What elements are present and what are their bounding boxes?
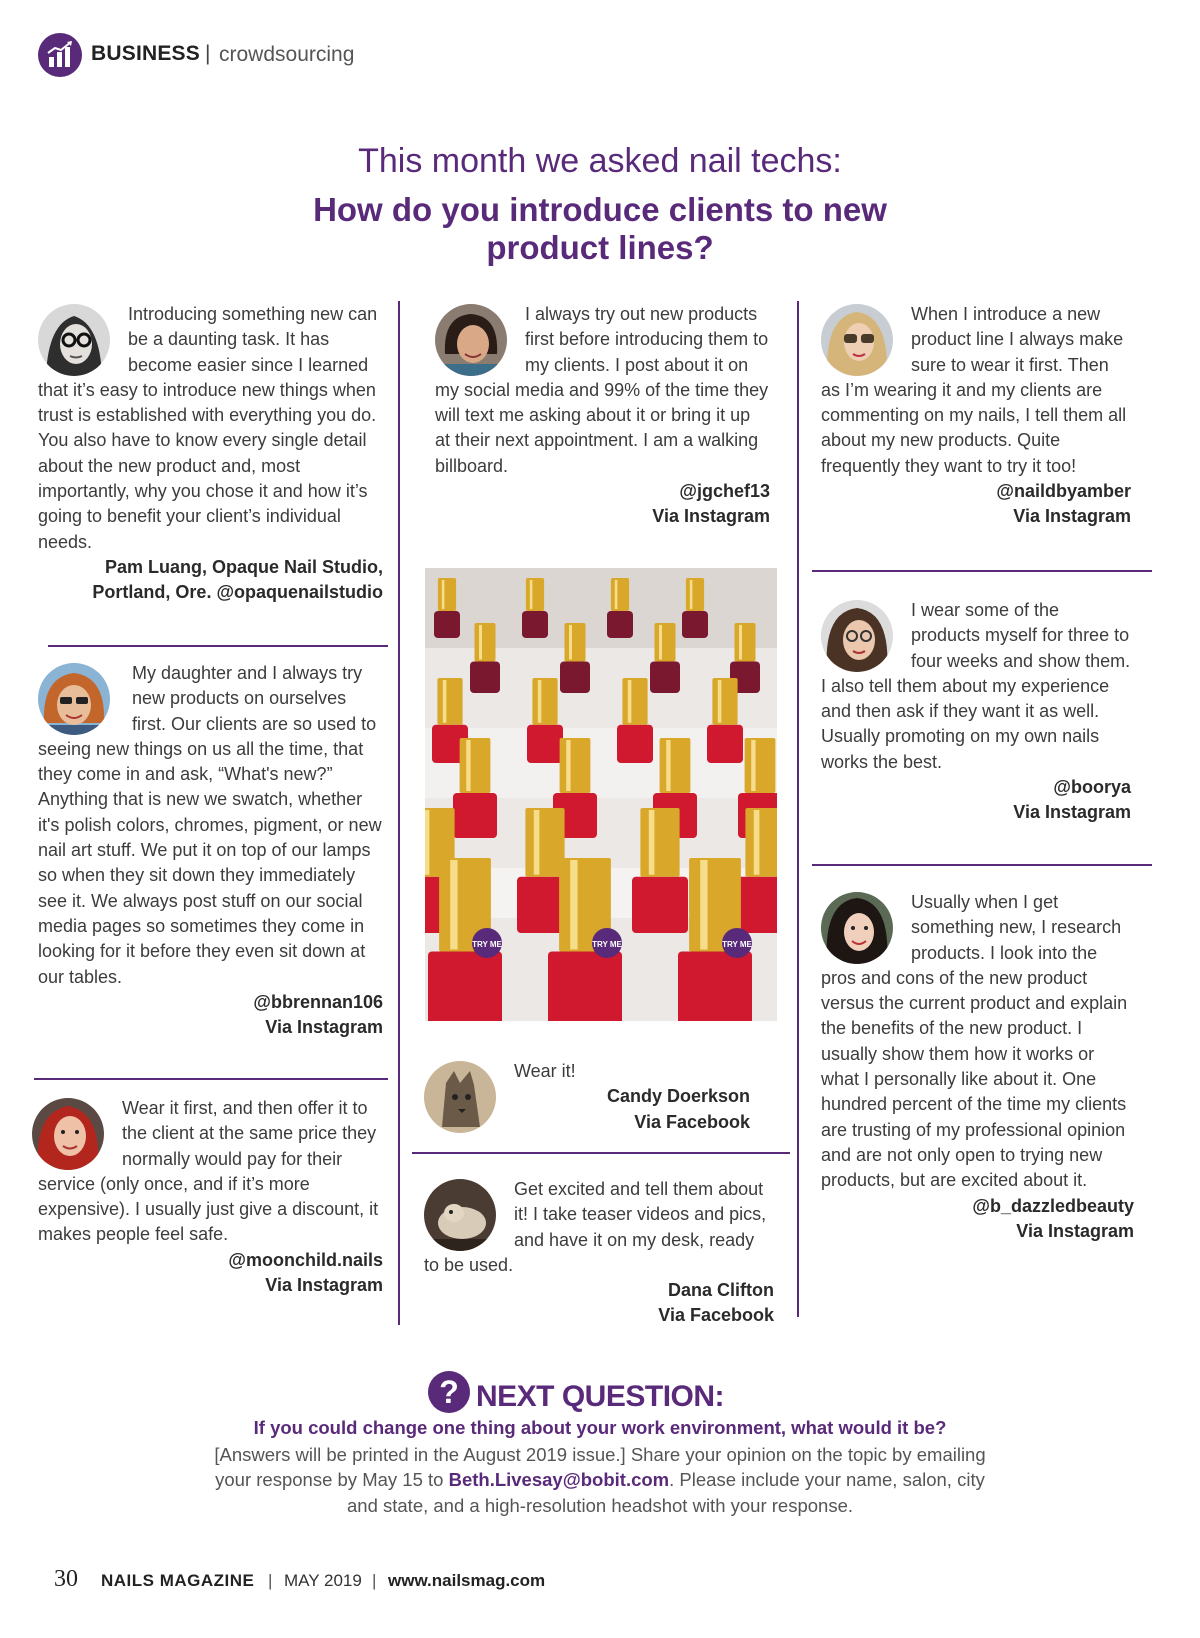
bottle-cap: [712, 678, 737, 725]
bottle-body: [617, 725, 653, 763]
avatar: [424, 1061, 496, 1133]
cap-highlight: [450, 860, 457, 950]
bottle-body: [548, 952, 622, 1022]
avatar: [32, 1098, 104, 1170]
answer-text: When I introduce a new product line I always make sure to wear it first. Then as I’m wearing it and my clients are commenting on my nails, I tell them all about my new products. Quite frequently they want to try it too!: [821, 304, 1127, 476]
answer-entry: [821, 302, 1131, 530]
bottle-body: [527, 725, 563, 763]
bottle-body: [632, 877, 688, 933]
cap-highlight: [649, 810, 655, 875]
answer-entry: [38, 661, 383, 1040]
answer-source: Via Instagram: [265, 1017, 383, 1038]
answer-source: Portland, Ore. @opaquenailstudio: [92, 582, 383, 603]
cap-highlight: [718, 680, 722, 723]
answer-author: Candy Doerkson: [606, 1086, 750, 1107]
bottle-cap: [622, 678, 647, 725]
answer-entry: [38, 1096, 383, 1298]
nail-polish-photo: [425, 568, 777, 1021]
bottle-cap: [560, 738, 591, 793]
answer-source: Via Facebook: [658, 1305, 774, 1326]
answer-entry: [435, 302, 770, 530]
bottle-cap: [745, 808, 777, 877]
cap-highlight: [739, 625, 742, 660]
answer-author: Pam Luang, Opaque Nail Studio,: [104, 556, 383, 577]
column-divider-left: [398, 301, 400, 1325]
answer-source: Via Instagram: [1013, 506, 1131, 527]
answer-entry: [821, 598, 1131, 826]
cap-highlight: [751, 740, 755, 791]
cap-highlight: [754, 810, 760, 875]
cap-highlight: [570, 860, 577, 950]
answer-source: Via Instagram: [652, 506, 770, 527]
cap-highlight: [700, 860, 707, 950]
divider: [812, 864, 1152, 866]
answer-text: I always try out new products first before introducing them to my clients. I post about it on my social media and 99% of the time they will text me asking about it or bring it up at their next appointment. I am a walking billboard.: [435, 304, 769, 476]
cap-highlight: [615, 580, 618, 609]
bottle-cap: [655, 623, 676, 662]
answer-source: Via Instagram: [1013, 802, 1131, 823]
avatar: [821, 600, 893, 672]
divider: [34, 1078, 388, 1080]
divider: [48, 645, 388, 647]
bottle-cap: [526, 578, 544, 611]
chart-trend-icon: [38, 33, 82, 77]
try-me-label: TRY ME: [472, 940, 502, 949]
bottle-body: [428, 952, 502, 1022]
answer-text: I wear some of the products myself for three to four weeks and show them. I also tell them about my experience and then ask if they want it as well. Usually promoting on my own nails works the best.: [821, 600, 1131, 772]
next-question-info: [200, 1442, 1000, 1518]
answer-text: Usually when I get something new, I research products. I look into the pros and cons of the new product versus the current product and explain the benefits of the new product. I usually show them how it works or what I personally like about it. One hundred percent of the time my clients are trusting of my professional opinion and are not only open to trying new products, but are excited about it.: [821, 892, 1128, 1191]
avatar: [424, 1179, 496, 1251]
intro-heading: This month we asked nail techs:: [358, 142, 842, 180]
cap-highlight: [466, 740, 470, 791]
avatar: [435, 304, 507, 376]
cap-highlight: [659, 625, 662, 660]
answer-entry: [38, 302, 383, 606]
cap-highlight: [566, 740, 570, 791]
bottle-body: [560, 662, 590, 694]
answer-source: Via Instagram: [265, 1275, 383, 1296]
answer-text: Get excited and tell them about it! I take teaser videos and pics, and have it on my desk, ready to be used.: [424, 1179, 767, 1275]
avatar: [38, 304, 110, 376]
bottle-body: [607, 611, 633, 638]
cap-highlight: [530, 580, 533, 609]
try-me-label: TRY ME: [722, 940, 752, 949]
answer-author: Dana Clifton: [668, 1280, 774, 1301]
question-heading: How do you introduce clients to new product lines?: [313, 191, 887, 266]
answer-author: @naildbyamber: [996, 481, 1131, 502]
magazine-name: NAILS MAGAZINE: [101, 1571, 255, 1590]
bottle-cap: [735, 623, 756, 662]
issue-date: MAY 2019: [284, 1571, 362, 1590]
header-separator: |: [205, 42, 211, 65]
avatar: [821, 304, 893, 376]
bottle-body: [470, 662, 500, 694]
footer-separator: |: [268, 1571, 273, 1590]
cap-highlight: [479, 625, 482, 660]
info-text: [Answers will be printed in the August 2019 issue.] Share your opinion on the topic by emailing your response by May 15 to: [214, 1444, 986, 1491]
bottle-cap: [437, 678, 462, 725]
answer-entry: [424, 1177, 774, 1329]
bottle-body: [453, 793, 497, 838]
bottle-body: [682, 611, 708, 638]
answer-author: @b_dazzledbeauty: [972, 1195, 1134, 1216]
bottle-cap: [745, 738, 776, 793]
answer-text: Introducing something new can be a daunting task. It has become easier since I learned that it’s easy to introduce new things when trust is established with everything you do. You also have to know every single detail about the new product and, most importantly, why you chose it and how it’s going to benefit your client’s individual needs.: [38, 304, 378, 552]
website-url[interactable]: www.nailsmag.com: [388, 1571, 546, 1590]
answer-author: @jgchef13: [679, 481, 770, 502]
info-text: . Please include your name, salon, city and state, and a high-resolution headshot with your response.: [347, 1469, 985, 1516]
bottle-body: [737, 877, 777, 933]
answer-entry: [424, 1059, 750, 1135]
question-mark-icon: ?: [428, 1371, 470, 1413]
bottle-cap: [686, 578, 704, 611]
next-question-heading: NEXT QUESTION:: [476, 1380, 725, 1413]
bottle-body: [434, 611, 460, 638]
bottle-cap: [611, 578, 629, 611]
bottle-body: [678, 952, 752, 1022]
bottle-cap: [525, 808, 564, 877]
answer-author: @boorya: [1053, 777, 1131, 798]
cap-highlight: [538, 680, 542, 723]
bottle-body: [707, 725, 743, 763]
email-link[interactable]: Beth.Livesay@bobit.com: [448, 1469, 670, 1491]
cap-highlight: [666, 740, 670, 791]
bottle-cap: [660, 738, 691, 793]
cap-highlight: [569, 625, 572, 660]
try-me-label: TRY ME: [592, 940, 622, 949]
answer-text: Wear it first, and then offer it to the client at the same price they normally would pay for their service (only once, and if it’s more expensive). I usually just give a discount, it makes people feel safe.: [38, 1098, 379, 1245]
divider: [812, 570, 1152, 572]
answer-text: Wear it!: [514, 1061, 576, 1081]
footer-separator: |: [372, 1571, 377, 1590]
answer-entry: [821, 890, 1134, 1244]
section-label: BUSINESS: [91, 42, 200, 65]
answer-author: @moonchild.nails: [228, 1249, 383, 1270]
next-question-text: If you could change one thing about your work environment, what would it be?: [253, 1417, 947, 1438]
bottle-cap: [475, 623, 496, 662]
bottle-cap: [532, 678, 557, 725]
cap-highlight: [443, 680, 447, 723]
page-number: 30: [54, 1566, 78, 1592]
cap-highlight: [628, 680, 632, 723]
answer-author: @bbrennan106: [253, 991, 383, 1012]
bottle-cap: [640, 808, 679, 877]
column-divider-right: [797, 301, 799, 1317]
avatar: [38, 663, 110, 735]
bottle-body: [522, 611, 548, 638]
avatar: [821, 892, 893, 964]
subsection-label: crowdsourcing: [219, 43, 355, 66]
bottle-cap: [438, 578, 456, 611]
answer-text: My daughter and I always try new products on ourselves first. Our clients are so used to seeing new things on us all the time, that they come in and ask, “What's new?” Anything that is new we swatch, whether it's polish colors, chromes, pigment, or new nail art stuff. We put it on top of our lamps so when they sit down they immediately see it. We always post stuff on our social media pages so sometimes they come in looking for it before they even sit down at our tables.: [38, 663, 382, 987]
answer-source: Via Facebook: [634, 1111, 750, 1132]
cap-highlight: [690, 580, 693, 609]
cap-highlight: [442, 580, 445, 609]
bottle-cap: [460, 738, 491, 793]
nail-polish-bottles-image: [425, 568, 777, 1021]
answer-source: Via Instagram: [1016, 1220, 1134, 1241]
bottle-body: [650, 662, 680, 694]
divider: [412, 1152, 790, 1154]
bottle-cap: [565, 623, 586, 662]
cap-highlight: [534, 810, 540, 875]
cap-highlight: [425, 810, 429, 875]
